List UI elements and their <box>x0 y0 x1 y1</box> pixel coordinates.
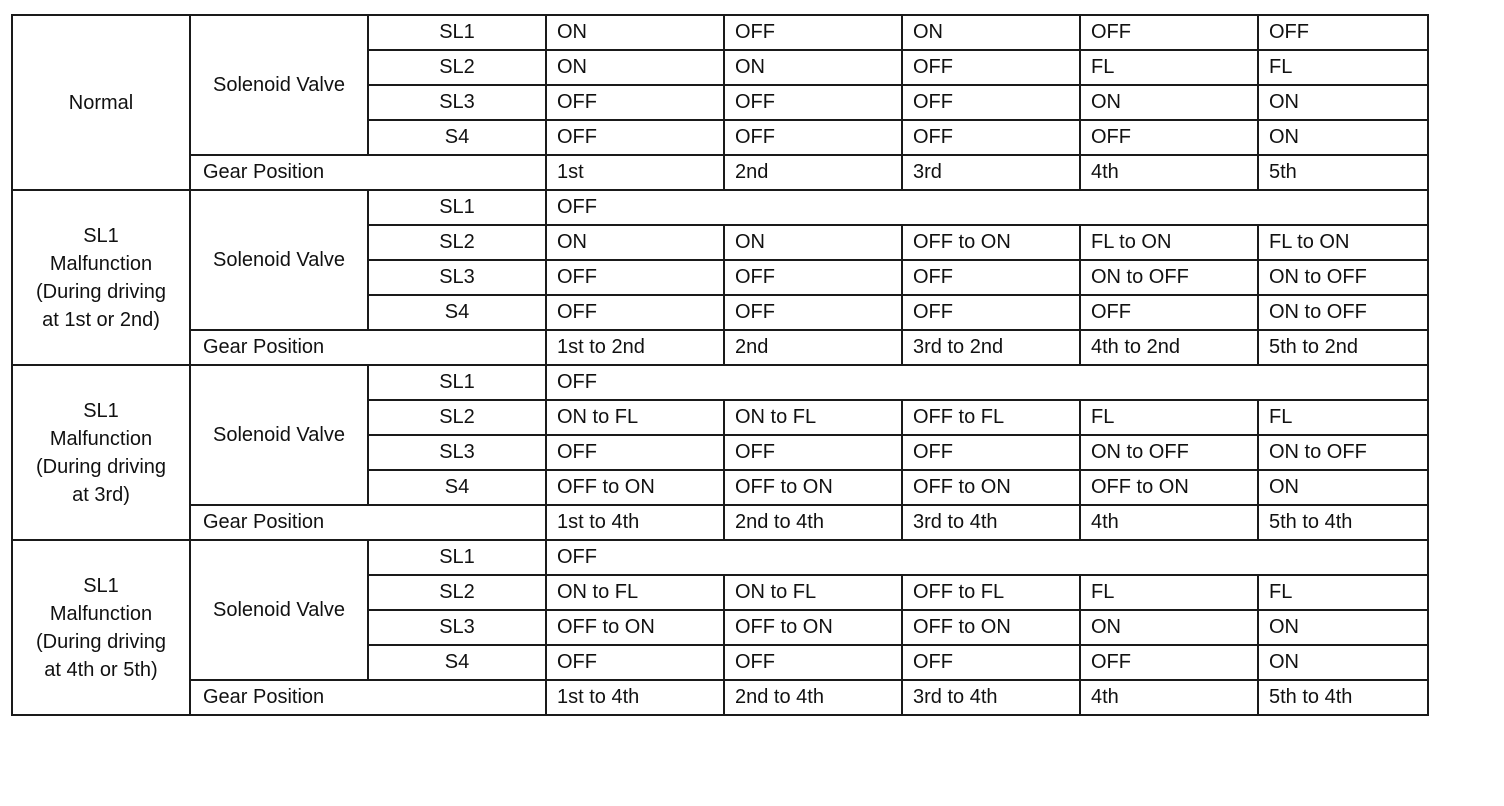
solenoid-state: OFF <box>724 120 902 155</box>
solenoid-name: SL1 <box>368 15 546 50</box>
solenoid-state: OFF to ON <box>724 470 902 505</box>
solenoid-name: SL1 <box>368 190 546 225</box>
solenoid-state: FL <box>1080 50 1258 85</box>
solenoid-state: ON to FL <box>724 400 902 435</box>
solenoid-state: OFF <box>902 435 1080 470</box>
solenoid-name: SL3 <box>368 260 546 295</box>
solenoid-name: SL2 <box>368 50 546 85</box>
gear-row <box>12 680 1428 715</box>
solenoid-state: ON to OFF <box>1080 260 1258 295</box>
solenoid-state: ON to FL <box>546 400 724 435</box>
solenoid-state: ON <box>902 15 1080 50</box>
solenoid-state: OFF <box>724 260 902 295</box>
gear-row <box>12 505 1428 540</box>
table-row <box>12 540 1428 575</box>
condition-label <box>12 365 190 540</box>
gear-position-value: 1st <box>546 155 724 190</box>
gear-position-value: 3rd to 4th <box>902 505 1080 540</box>
table-row <box>12 15 1428 50</box>
condition-label-line: (During driving <box>35 630 167 653</box>
solenoid-valve-label: Solenoid Valve <box>190 190 368 330</box>
solenoid-state: ON to FL <box>724 575 902 610</box>
table-row <box>12 365 1428 400</box>
gear-position-value: 3rd to 4th <box>902 680 1080 715</box>
gear-position-value: 5th <box>1258 155 1428 190</box>
condition-label-line: Malfunction <box>49 427 153 450</box>
solenoid-state: OFF <box>902 645 1080 680</box>
solenoid-name: SL2 <box>368 400 546 435</box>
gear-position-value: 5th to 4th <box>1258 505 1428 540</box>
solenoid-name: SL3 <box>368 85 546 120</box>
gear-position-value: 4th <box>1080 155 1258 190</box>
solenoid-name: SL3 <box>368 610 546 645</box>
condition-label-line: (During driving <box>35 280 167 303</box>
solenoid-state: OFF <box>724 435 902 470</box>
solenoid-state: OFF <box>1080 295 1258 330</box>
condition-label-line: SL1 <box>83 224 119 247</box>
solenoid-state: ON <box>546 225 724 260</box>
solenoid-state: ON <box>1080 85 1258 120</box>
solenoid-state: OFF to ON <box>546 470 724 505</box>
solenoid-state: OFF <box>902 260 1080 295</box>
condition-label-line: at 3rd) <box>72 483 130 506</box>
solenoid-state: OFF <box>1080 120 1258 155</box>
gear-position-value: 1st to 2nd <box>546 330 724 365</box>
gear-position-value: 3rd <box>902 155 1080 190</box>
solenoid-state: ON <box>1258 120 1428 155</box>
solenoid-state-merged: OFF <box>546 190 1428 225</box>
condition-label-line: Normal <box>68 91 134 114</box>
solenoid-state: OFF to ON <box>902 470 1080 505</box>
solenoid-state-merged: OFF <box>546 365 1428 400</box>
solenoid-name: S4 <box>368 295 546 330</box>
solenoid-state: ON <box>1258 85 1428 120</box>
solenoid-state: ON <box>724 50 902 85</box>
solenoid-state: OFF <box>902 50 1080 85</box>
gear-position-value: 1st to 4th <box>546 680 724 715</box>
solenoid-name: SL1 <box>368 365 546 400</box>
condition-label <box>12 190 190 365</box>
table-body <box>12 15 1428 715</box>
solenoid-state: OFF to ON <box>724 610 902 645</box>
solenoid-state: OFF <box>1080 645 1258 680</box>
condition-label-line: Malfunction <box>49 252 153 275</box>
condition-label-line: SL1 <box>83 399 119 422</box>
solenoid-state: OFF <box>902 85 1080 120</box>
solenoid-name: S4 <box>368 120 546 155</box>
solenoid-state: OFF <box>1080 15 1258 50</box>
solenoid-valve-label: Solenoid Valve <box>190 15 368 155</box>
solenoid-state: OFF <box>902 295 1080 330</box>
solenoid-state: ON <box>1258 470 1428 505</box>
condition-label-line: at 1st or 2nd) <box>42 308 160 331</box>
solenoid-state: OFF <box>902 120 1080 155</box>
solenoid-state: ON to OFF <box>1258 260 1428 295</box>
solenoid-valve-label: Solenoid Valve <box>190 540 368 680</box>
solenoid-state: OFF <box>546 645 724 680</box>
solenoid-state: ON <box>724 225 902 260</box>
solenoid-state: OFF <box>546 120 724 155</box>
solenoid-name: SL2 <box>368 575 546 610</box>
solenoid-state: ON to OFF <box>1080 435 1258 470</box>
solenoid-state: FL <box>1080 400 1258 435</box>
solenoid-state: FL to ON <box>1080 225 1258 260</box>
solenoid-state: OFF <box>546 295 724 330</box>
gear-position-value: 1st to 4th <box>546 505 724 540</box>
solenoid-state: OFF <box>724 15 902 50</box>
solenoid-state: ON <box>1258 610 1428 645</box>
gear-row <box>12 330 1428 365</box>
solenoid-state: OFF to ON <box>1080 470 1258 505</box>
condition-label-line: at 4th or 5th) <box>44 658 158 681</box>
gear-position-value: 5th to 2nd <box>1258 330 1428 365</box>
solenoid-state: ON <box>546 50 724 85</box>
solenoid-state: FL <box>1258 575 1428 610</box>
solenoid-state: ON to OFF <box>1258 435 1428 470</box>
condition-label-line: SL1 <box>83 574 119 597</box>
solenoid-state: OFF to ON <box>546 610 724 645</box>
solenoid-valve-label: Solenoid Valve <box>190 365 368 505</box>
solenoid-state: OFF <box>724 645 902 680</box>
gear-position-value: 2nd to 4th <box>724 505 902 540</box>
solenoid-state: ON to FL <box>546 575 724 610</box>
solenoid-name: SL3 <box>368 435 546 470</box>
gear-position-label: Gear Position <box>190 505 546 540</box>
solenoid-operation-table <box>11 14 1429 716</box>
condition-label <box>12 15 190 190</box>
condition-label-line: (During driving <box>35 455 167 478</box>
gear-position-value: 4th to 2nd <box>1080 330 1258 365</box>
solenoid-name: S4 <box>368 470 546 505</box>
solenoid-state: ON to OFF <box>1258 295 1428 330</box>
solenoid-state: OFF <box>1258 15 1428 50</box>
gear-position-value: 2nd <box>724 330 902 365</box>
solenoid-state: OFF <box>546 260 724 295</box>
solenoid-state: FL <box>1080 575 1258 610</box>
solenoid-name: SL1 <box>368 540 546 575</box>
solenoid-name: SL2 <box>368 225 546 260</box>
solenoid-state: ON <box>546 15 724 50</box>
solenoid-state: OFF <box>546 435 724 470</box>
solenoid-state: OFF to ON <box>902 610 1080 645</box>
gear-position-value: 3rd to 2nd <box>902 330 1080 365</box>
solenoid-state: ON <box>1080 610 1258 645</box>
gear-position-label: Gear Position <box>190 680 546 715</box>
gear-position-label: Gear Position <box>190 155 546 190</box>
gear-position-label: Gear Position <box>190 330 546 365</box>
gear-row <box>12 155 1428 190</box>
solenoid-state: ON <box>1258 645 1428 680</box>
solenoid-state: OFF to FL <box>902 575 1080 610</box>
solenoid-name: S4 <box>368 645 546 680</box>
gear-position-value: 5th to 4th <box>1258 680 1428 715</box>
solenoid-state-merged: OFF <box>546 540 1428 575</box>
solenoid-state: FL <box>1258 50 1428 85</box>
solenoid-state: OFF <box>546 85 724 120</box>
gear-position-value: 4th <box>1080 680 1258 715</box>
solenoid-state: OFF to ON <box>902 225 1080 260</box>
gear-position-value: 2nd to 4th <box>724 680 902 715</box>
condition-label-line: Malfunction <box>49 602 153 625</box>
gear-position-value: 2nd <box>724 155 902 190</box>
solenoid-state: FL <box>1258 400 1428 435</box>
solenoid-state: OFF <box>724 85 902 120</box>
condition-label <box>12 540 190 715</box>
gear-position-value: 4th <box>1080 505 1258 540</box>
solenoid-state: FL to ON <box>1258 225 1428 260</box>
table-row <box>12 190 1428 225</box>
solenoid-state: OFF <box>724 295 902 330</box>
solenoid-state: OFF to FL <box>902 400 1080 435</box>
